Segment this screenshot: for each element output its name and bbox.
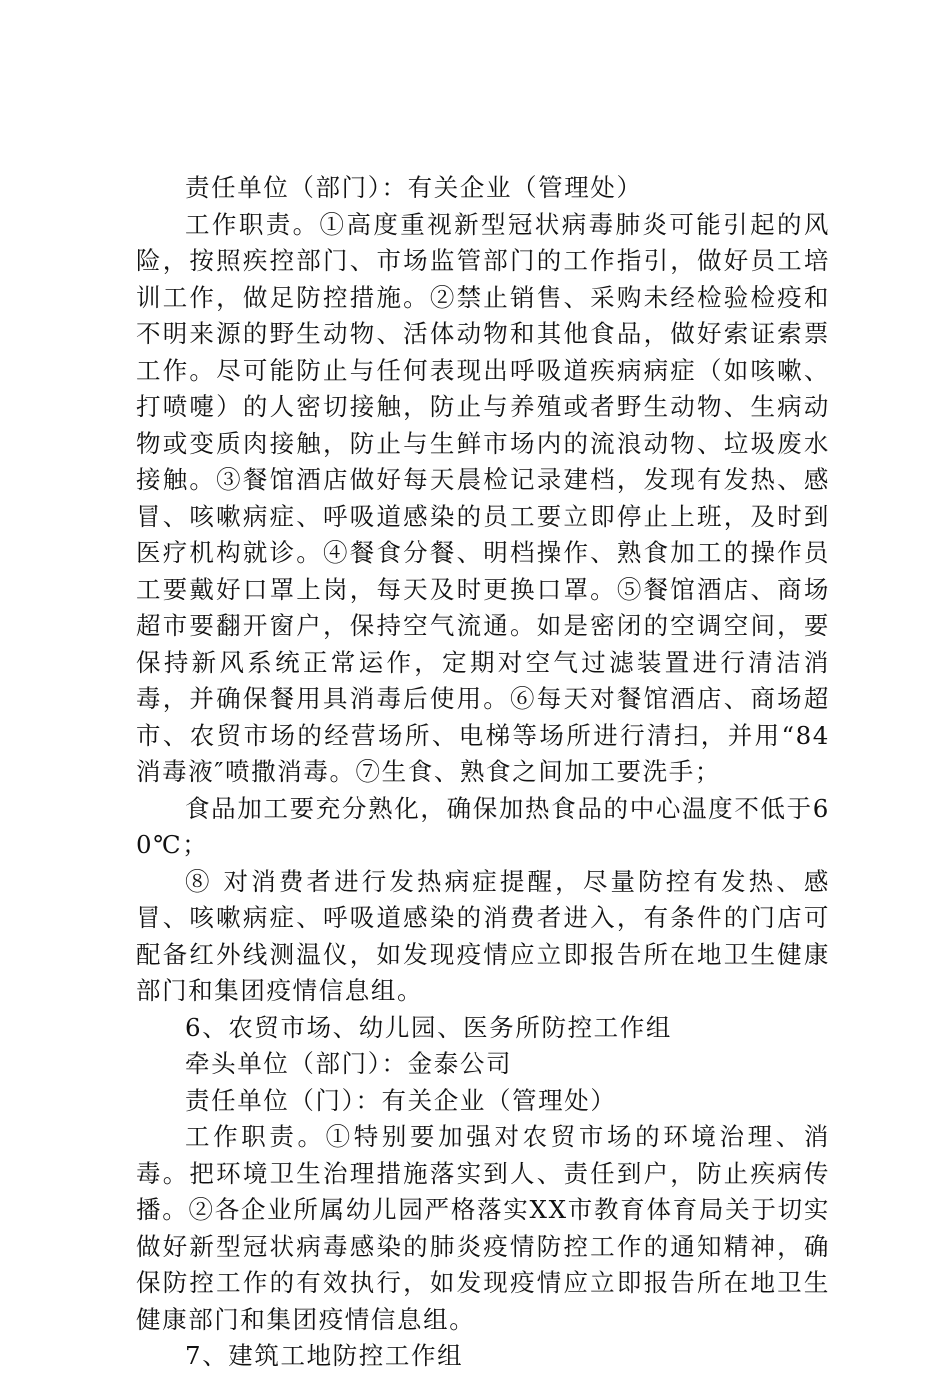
paragraph-lead-unit: 牵头单位（部门）：金泰公司 xyxy=(185,1049,513,1078)
paragraph-responsible-unit: 责任单位（部门）：有关企业（管理处） xyxy=(185,173,643,202)
section-heading-construction: 7、建筑工地防控工作组 xyxy=(185,1341,464,1370)
section-heading-market-kindergarten: 6、农贸市场、幼儿园、医务所防控工作组 xyxy=(185,1012,672,1042)
paragraph-food-heating: 食品加工要充分熟化，确保加热食品的中心温度不低于60℃； xyxy=(136,793,830,859)
paragraph-responsible-unit-2: 责任单位（门）：有关企业（管理处） xyxy=(185,1085,617,1115)
paragraph-job-duties: 工作职责。①高度重视新型冠状病毒肺炎可能引起的风险，按照疾控部门、市场监管部门的工作指引，做好员工培训工作，做足防控措施。②禁止销售、采购未经检验检疫和不明来源的野生动物、活体动物和其他食品，做好索证索票工作。尽可能防止与任何表现出呼吸道疾病病症（如咳嗽、打喷嚏）的人密切接触，防止与养殖或者野生动物、生病动物或变质肉接触，防止与生鲜市场内的流浪动物、垃圾废水接触。③餐馆酒店做好每天晨检记录建档，发现有发热、感冒、咳嗽病症、呼吸道感染的员工要立即停止上班，及时到医疗机构就诊。④餐食分餐、明档操作、熟食加工的操作员工要戴好口罩上岗，每天及时更换口罩。⑤餐馆酒店、商场超市要翻开窗户，保持空气流通。如是密闭的空调空间，要保持新风系统正常运作，定期对空气过滤装置进行清洁消毒，并确保餐用具消毒后使用。⑥每天对餐馆酒店、商场超市、农贸市场的经营场所、电梯等场所进行清扫，并用“84消毒液″喷撒消毒。⑦生食、熟食之间加工要洗手； xyxy=(136,209,830,786)
paragraph-job-duties-2: 工作职责。①特别要加强对农贸市场的环境治理、消毒。把环境卫生治理措施落实到人、责任到户，防止疾病传播。②各企业所属幼儿园严格落实XX市教育体育局关于切实做好新型冠状病毒感染的肺炎疫情防控工作的通知精神，确保防控工作的有效执行，如发现疫情应立即报告所在地卫生健康部门和集团疫情信息组。 xyxy=(136,1122,830,1334)
paragraph-consumer-reminder: ⑧ 对消费者进行发热病症提醒，尽量防控有发热、感冒、咳嗽病症、呼吸道感染的消费者进入，有条件的门店可配备红外线测温仪，如发现疫情应立即报告所在地卫生健康部门和集团疫情信息组。 xyxy=(136,866,830,1005)
document-body xyxy=(136,170,830,1375)
